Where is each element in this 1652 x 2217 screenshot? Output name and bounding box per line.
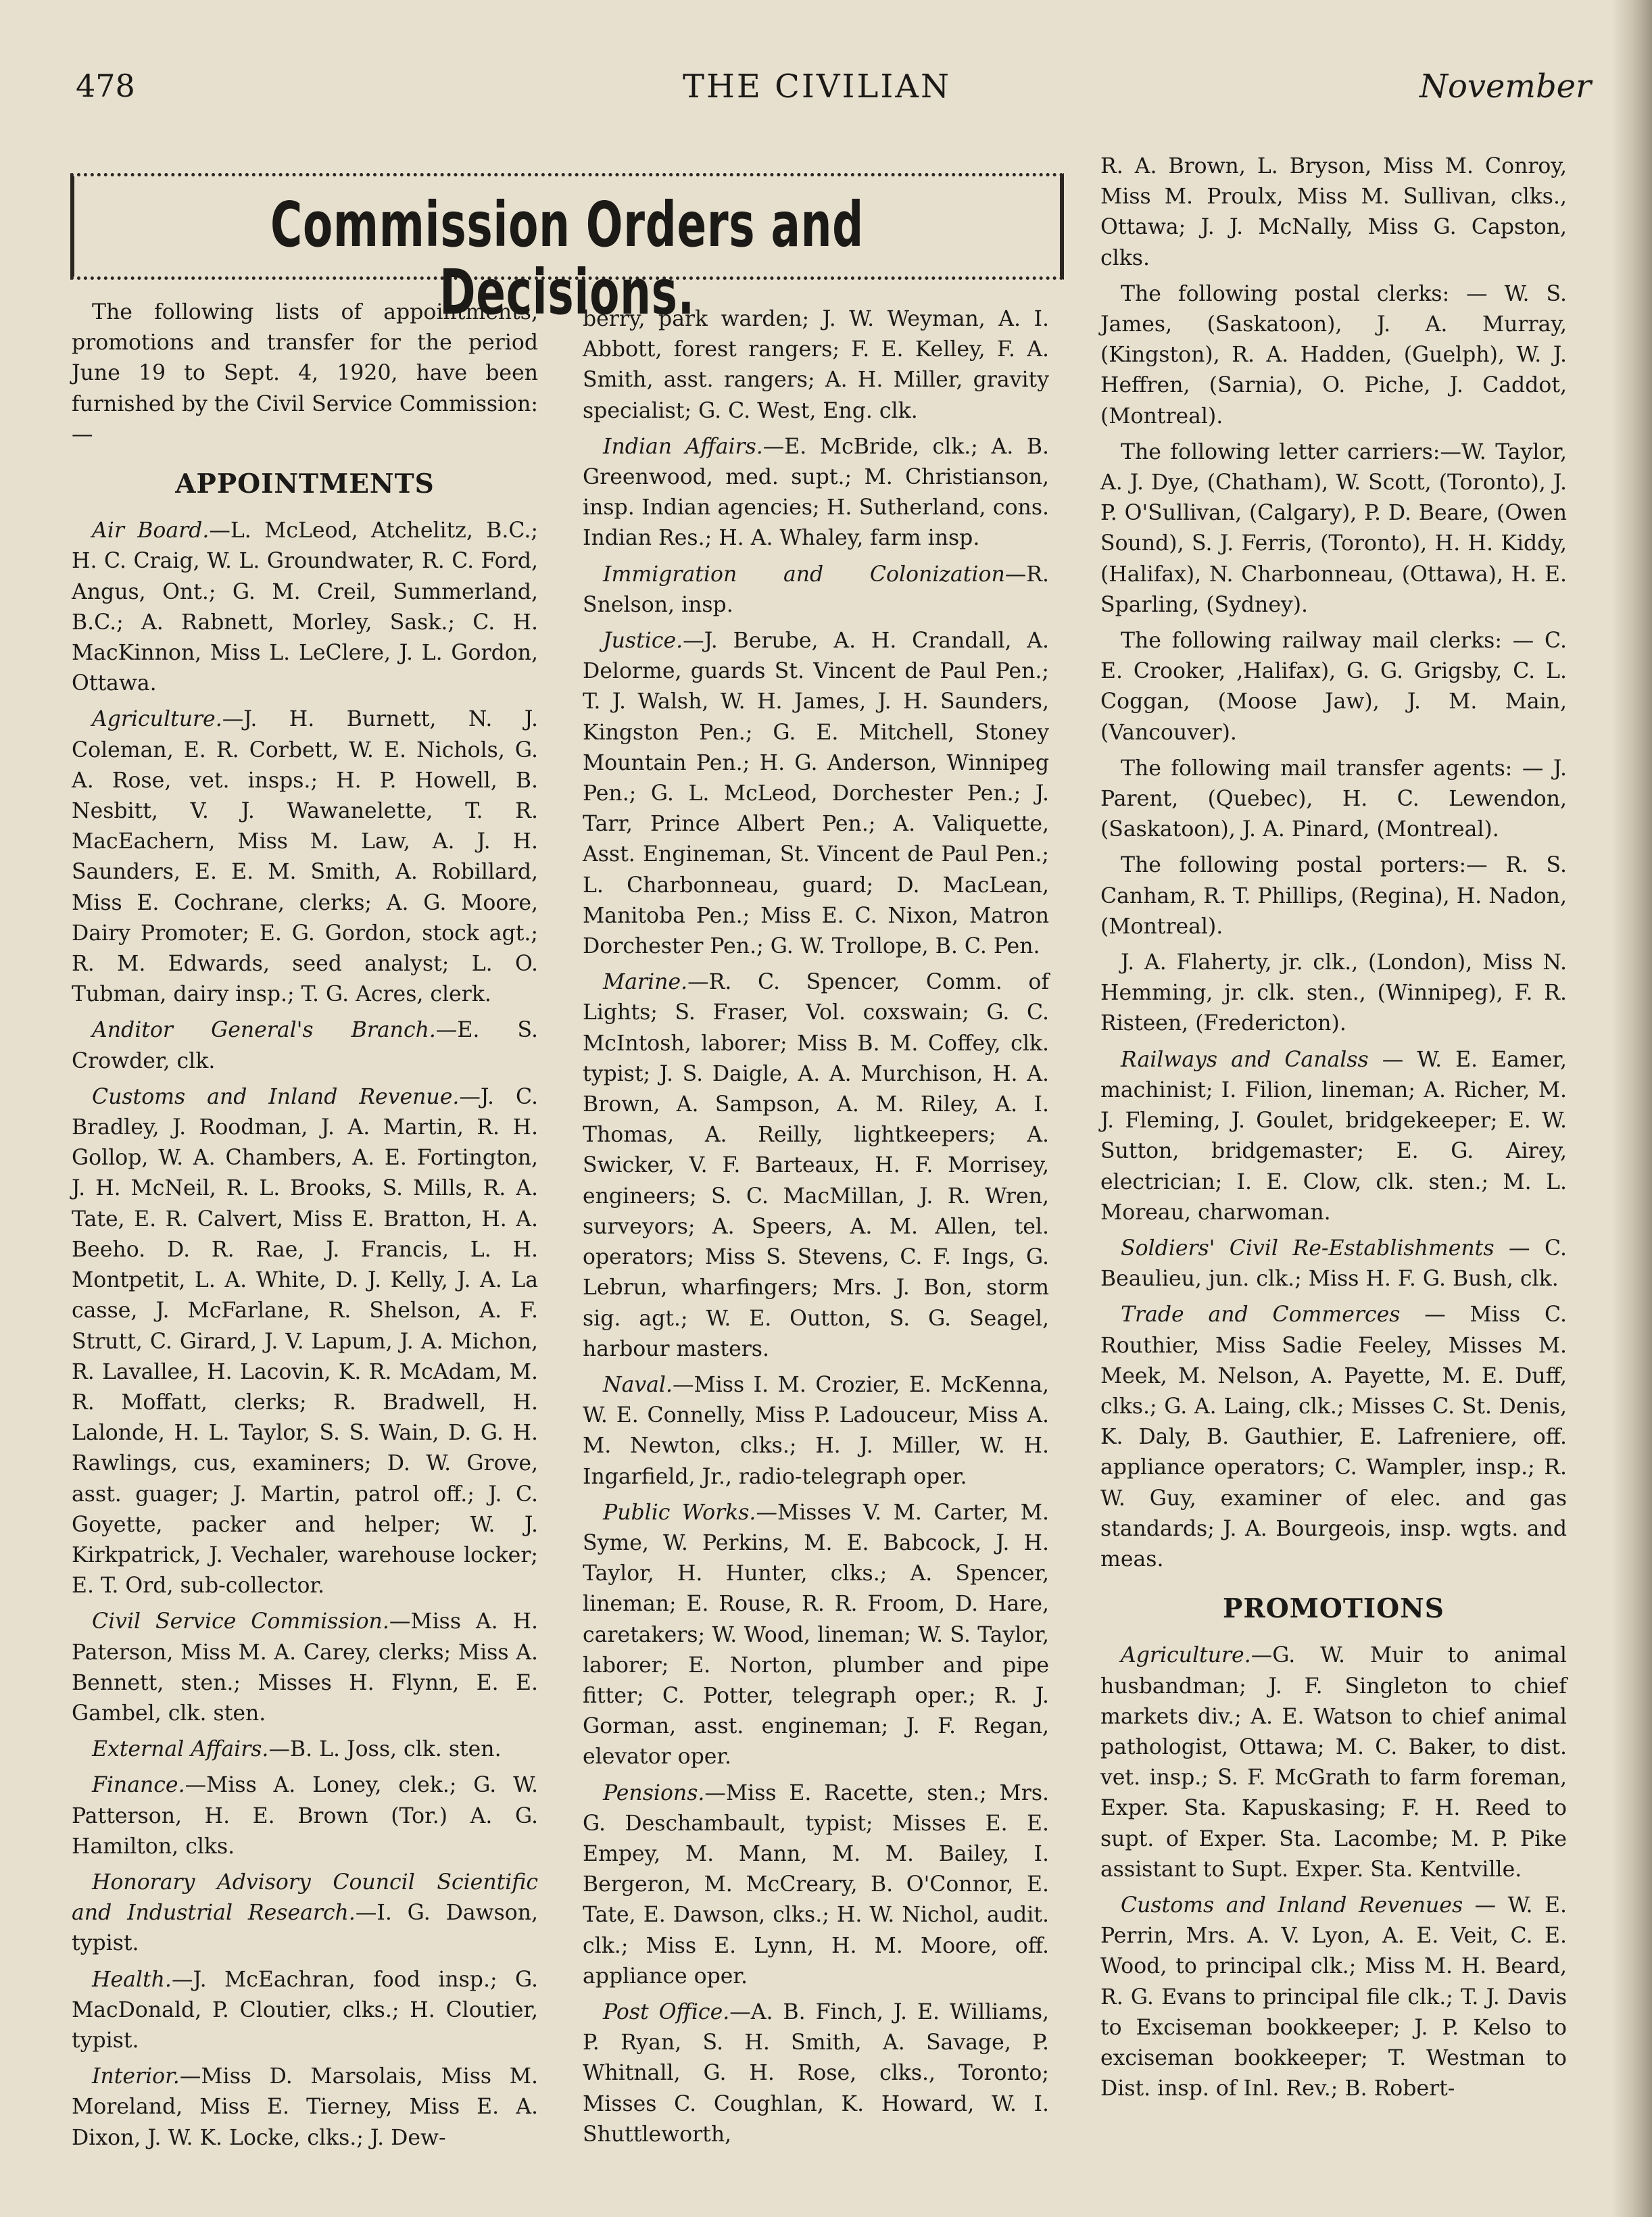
department-name: Health. bbox=[92, 1967, 172, 1992]
department-entry bbox=[72, 1082, 538, 1601]
column-3 bbox=[1100, 151, 1567, 2104]
department-name: Naval. bbox=[603, 1372, 673, 1397]
entry-text: —L. McLeod, Atchelitz, B.C.; H. C. Craig, W. L. Groundwater, R. C. Ford, Angus, Ont.; G. M. Creil, Summerland, B.C.; A. Rabnett, Morley, Sask.; C. H. MacKinnon, Miss L. LeClere, J. L. Gordon, Ottawa. bbox=[72, 518, 538, 696]
entry-text: —I. G. Dawson, typist. bbox=[72, 1901, 539, 1956]
entry-text: —J. H. Burnett, N. J. Coleman, E. R. Corbett, W. E. Nichols, G. A. Rose, vet. insps.; H. P. Howell, B. Nesbitt, V. J. Wawanelette, T. R. MacEachern, Miss M. Law, A. J. H. Saunders, E. E. M. Smith, A. Robillard, Miss E. Cochrane, clerks; A. G. Moore, Dairy Promoter; E. G. Gordon, stock agt.; R. M. Edwards, seed analyst; L. O. Tubman, dairy insp.; T. G. Acres, clerk. bbox=[72, 707, 538, 1007]
department-entry bbox=[1100, 1891, 1567, 2104]
entry-text: —J. McEachran, food insp.; G. MacDonald, P. Cloutier, clks.; H. Cloutier, typist. bbox=[72, 1967, 538, 2053]
department-name: Justice. bbox=[603, 629, 683, 654]
department-entry bbox=[72, 516, 538, 699]
paragraph bbox=[72, 297, 538, 450]
department-name: External Affairs. bbox=[92, 1737, 269, 1762]
entry-text: R. A. Brown, L. Bryson, Miss M. Conroy, Miss M. Proulx, Miss M. Sullivan, clks., Ottawa; J. J. McNally, Miss G. Capston, clks. bbox=[1100, 154, 1567, 270]
department-entry bbox=[583, 1997, 1049, 2150]
article-title: Commission Orders and Decisions. bbox=[270, 189, 864, 328]
department-entry bbox=[1100, 1640, 1567, 1885]
department-entry bbox=[583, 1370, 1049, 1492]
entry-text: —J. C. Bradley, J. Roodman, J. A. Martin, R. H. Gollop, W. A. Chambers, A. E. Fortington, J. H. McNeil, R. L. Brooks, S. Mills, R. A. Tate, E. R. Calvert, Miss E. Bratton, H. A. Beeho. D. R. Rae, J. Francis, L. H. Montpetit, L. A. White, D. J. Kelly, J. A. La casse, J. McFarlane, R. Shelson, A. F. Strutt, C. Girard, J. V. Lapum, J. A. Michon, R. Lavallee, H. Lacovin, K. R. McAdam, M. R. Moffatt, clerks; R. Bradwell, H. Lalonde, H. L. Taylor, S. S. Wain, D. G. H. Rawlings, cus, examiners; D. W. Grove, asst. guager; J. Martin, patrol off.; J. C. Goyette, packer and helper; W. J. Kirkpatrick, J. Vechaler, warehouse locker; E. T. Ord, sub-collector. bbox=[72, 1084, 538, 1599]
department-name: Customs and Inland Revenues bbox=[1121, 1893, 1463, 1918]
department-name: Customs and Inland Revenue. bbox=[92, 1084, 460, 1109]
department-entry bbox=[72, 1607, 538, 1729]
entry-text: — W. E. Eamer, machinist; I. Filion, lineman; A. Richer, M. J. Fleming, J. Goulet, bridgekeeper; E. W. Sutton, bridgemaster; E. G. Airey, electrician; I. E. Clow, clk. sten.; M. L. Moreau, charwoman. bbox=[1100, 1047, 1568, 1225]
entry-text: —G. W. Muir to animal husbandman; J. F. Singleton to chief markets div.; A. E. Watson to chief animal pathologist, Ottawa; M. C. Baker, to dist. vet. insp.; S. F. McGrath to farm foreman, Exper. Sta. Kapuskasing; F. H. Reed to supt. of Exper. Sta. Lacombe; M. P. Pike assistant to Supt. Exper. Sta. Kentville. bbox=[1100, 1643, 1567, 1882]
department-entry bbox=[72, 1965, 538, 2057]
entry-text: —Miss D. Marsolais, Miss M. Moreland, Miss E. Tierney, Miss E. A. Dixon, J. W. K. Locke, clks.; J. Dew- bbox=[72, 2064, 538, 2150]
department-name: Civil Service Commission. bbox=[92, 1609, 389, 1634]
entry-text: The following railway mail clerks: — C. E. Crooker, ,Halifax), G. G. Grigsby, C. L. Coggan, (Moose Jaw), J. M. Main, (Vancouver). bbox=[1100, 629, 1567, 745]
department-entry bbox=[72, 1770, 538, 1862]
article-title-box bbox=[70, 173, 1064, 328]
department-entry bbox=[583, 626, 1049, 962]
paragraph bbox=[1100, 626, 1567, 748]
department-entry bbox=[1100, 1300, 1567, 1575]
column-1 bbox=[72, 297, 538, 2153]
entry-text: — C. Beaulieu, jun. clk.; Miss H. F. G. Bush, clk. bbox=[1100, 1236, 1567, 1292]
department-entry bbox=[1100, 1234, 1567, 1294]
entry-text: —B. L. Joss, clk. sten. bbox=[268, 1737, 502, 1762]
entry-text: The following lists of appointments, promotions and transfer for the period June 19 to Sept. 4, 1920, have been furnished by the Civil Service Commission:— bbox=[72, 300, 538, 447]
journal-title: THE CIVILIAN bbox=[683, 68, 951, 105]
paragraph bbox=[1100, 850, 1567, 942]
department-name: Public Works. bbox=[603, 1500, 756, 1525]
entry-text: —Misses V. M. Carter, M. Syme, W. Perkins, M. E. Babcock, J. H. Taylor, H. Hunter, clks.; A. Spencer, lineman; E. Rouse, R. R. Froom, D. Hare, caretakers; W. Wood, lineman; W. S. Taylor, laborer; E. Norton, plumber and pipe fitter; C. Potter, telegraph oper.; R. J. Gorman, asst. engineman; J. F. Regan, elevator oper. bbox=[583, 1500, 1049, 1770]
entry-text: —J. Berube, A. H. Crandall, A. Delorme, guards St. Vincent de Paul Pen.; T. J. Walsh, W. H. James, J. H. Saunders, Kingston Pen.; G. E. Mitchell, Stoney Mountain Pen.; H. G. Anderson, Winnipeg Pen.; G. L. McLeod, Dorchester Pen.; J. Tarr, Prince Albert Pen.; A. Valiquette, Asst. Engineman, St. Vincent de Paul Pen.; L. Charbonneau, guard; D. MacLean, Manitoba Pen.; Miss E. C. Nixon, Matron Dorchester Pen.; G. W. Trollope, B. C. Pen. bbox=[583, 629, 1049, 959]
department-name: Finance. bbox=[92, 1773, 185, 1798]
page-number: 478 bbox=[76, 68, 135, 104]
paragraph bbox=[1100, 948, 1567, 1040]
entry-text: —Miss A. Loney, clek.; G. W. Patterson, H. E. Brown (Tor.) A. G. Hamilton, clks. bbox=[72, 1773, 538, 1859]
paragraph bbox=[1100, 437, 1567, 620]
entry-text: —A. B. Finch, J. E. Williams, P. Ryan, S. H. Smith, A. Savage, P. Whitnall, G. H. Rose, clks., Toronto; Misses C. Coughlan, K. Howard, W. I. Shuttleworth, bbox=[583, 1999, 1049, 2147]
department-name: Soldiers' Civil Re-Establishments bbox=[1121, 1236, 1495, 1261]
department-entry bbox=[583, 432, 1049, 554]
section-heading: PROMOTIONS bbox=[1223, 1593, 1444, 1625]
issue-month: November bbox=[1419, 68, 1592, 105]
entry-text: —E. S. Crowder, clk. bbox=[72, 1018, 538, 1073]
department-entry bbox=[583, 967, 1049, 1365]
entry-text: J. A. Flaherty, jr. clk., (London), Miss N. Hemming, jr. clk. sten., (Winnipeg), F. R. Risteen, (Fredericton). bbox=[1100, 950, 1567, 1036]
department-entry bbox=[1100, 1045, 1567, 1228]
department-entry bbox=[72, 1015, 538, 1076]
entry-text: —Miss A. H. Paterson, Miss M. A. Carey, clerks; Miss A. Bennett, sten.; Misses H. Flynn, E. E. Gambel, clk. sten. bbox=[72, 1609, 538, 1726]
department-name: Indian Affairs. bbox=[603, 434, 763, 459]
entry-text: —E. McBride, clk.; A. B. Greenwood, med. supt.; M. Christianson, insp. Indian agencies; H. Sutherland, cons. Indian Res.; H. A. Whaley, farm insp. bbox=[583, 434, 1049, 551]
department-entry bbox=[72, 1734, 538, 1765]
entry-text: —R. C. Spencer, Comm. of Lights; S. Fraser, Vol. coxswain; G. C. McIntosh, laborer; Miss B. M. Coffey, clk. typist; J. S. Daigle, A. A. Murchison, H. A. Brown, A. Sampson, A. M. Riley, A. I. Thomas, A. Reilly, lightkeepers; A. Swicker, V. F. Barteaux, H. F. Morrisey, engineers; S. C. MacMillan, J. R. Wren, surveyors; A. Speers, A. M. Allen, tel. operators; Miss S. Stevens, C. F. Ings, G. Lebrun, wharfingers; Mrs. J. Bon, storm sig. agt.; W. E. Outton, S. G. Seagel, harbour masters. bbox=[583, 970, 1049, 1361]
page-spine-shadow bbox=[1611, 0, 1652, 2217]
department-name: Immigration and Colonization bbox=[603, 562, 1005, 587]
department-entry bbox=[583, 1498, 1049, 1773]
entry-text: The following postal porters:— R. S. Canham, R. T. Phillips, (Regina), H. Nadon, (Montreal). bbox=[1100, 853, 1567, 939]
entry-text: — W. E. Perrin, Mrs. A. V. Lyon, A. E. Veit, C. E. Wood, to principal clk.; Miss M. H. Beard, R. G. Evans to principal file clk.; T. J. Davis to Exciseman bookkeeper; J. P. Kelso to exciseman bookkeeper; T. Westman to Dist. insp. of Inl. Rev.; B. Robert- bbox=[1100, 1893, 1567, 2101]
entry-text: berry, park warden; J. W. Weyman, A. I. Abbott, forest rangers; F. E. Kelley, F. A. Smith, asst. rangers; A. H. Miller, gravity specialist; G. C. West, Eng. clk. bbox=[583, 307, 1049, 423]
column-2 bbox=[583, 304, 1049, 2150]
department-entry bbox=[72, 1868, 538, 1959]
entry-text: The following letter carriers:—W. Taylor, A. J. Dye, (Chatham), W. Scott, (Toronto), J. P. O'Sullivan, (Calgary), P. D. Beare, (Owen Sound), S. J. Ferris, (Toronto), H. H. Kiddy, (Halifax), N. Charbonneau, (Ottawa), H. E. Sparling, (Sydney). bbox=[1100, 439, 1567, 617]
department-name: Honorary Advisory Council Scientific and Industrial Research. bbox=[72, 1870, 538, 1926]
department-name: Railways and Canalss bbox=[1121, 1047, 1369, 1072]
department-name: Post Office. bbox=[603, 1999, 730, 2024]
department-name: Air Board. bbox=[92, 518, 210, 543]
paragraph bbox=[583, 304, 1049, 427]
department-entry bbox=[72, 704, 538, 1010]
entry-text: —R. Snelson, insp. bbox=[583, 562, 1049, 617]
department-name: Marine. bbox=[603, 970, 688, 995]
paragraph bbox=[1100, 279, 1567, 432]
department-name: Pensions. bbox=[603, 1780, 705, 1805]
department-name: Interior. bbox=[92, 2064, 180, 2089]
entry-text: — Miss C. Routhier, Miss Sadie Feeley, Misses M. Meek, M. Nelson, A. Payette, M. E. Duff, clks.; G. A. Laing, clk.; Misses C. St. Denis, K. Daly, B. Gauthier, E. Lafreniere, off. appliance operators; C. Wampler, insp.; R. W. Guy, examiner of elec. and gas standards; J. A. Bourgeois, insp. wgts. and meas. bbox=[1100, 1302, 1567, 1572]
entry-text: —Miss I. M. Crozier, E. McKenna, W. E. Connelly, Miss P. Ladouceur, Miss A. M. Newton, clks.; H. J. Miller, W. H. Ingarfield, Jr., radio-telegraph oper. bbox=[583, 1372, 1049, 1489]
department-name: Agriculture. bbox=[1121, 1643, 1251, 1668]
section-heading: APPOINTMENTS bbox=[175, 468, 435, 500]
entry-text: The following postal clerks: — W. S. James, (Saskatoon), J. A. Murray, (Kingston), R. A. Hadden, (Guelph), W. J. Heffren, (Sarnia), O. Piche, J. Caddot, (Montreal). bbox=[1100, 281, 1567, 429]
entry-text: —Miss E. Racette, sten.; Mrs. G. Deschambault, typist; Misses E. E. Empey, M. Mann, M. M. Bailey, I. Bergeron, M. McCreary, B. O'Connor, E. Tate, E. Dawson, clks.; H. W. Nichol, audit. clk.; Miss E. Lynn, H. M. Moore, off. appliance oper. bbox=[583, 1780, 1049, 1989]
department-name: Agriculture. bbox=[92, 707, 222, 732]
department-entry bbox=[583, 560, 1049, 620]
paragraph bbox=[1100, 754, 1567, 846]
entry-text: The following mail transfer agents: — J. Parent, (Quebec), H. C. Lewendon, (Saskatoon), J. A. Pinard, (Montreal). bbox=[1100, 756, 1567, 842]
department-name: Trade and Commerces bbox=[1121, 1302, 1401, 1327]
department-name: Anditor General's Branch. bbox=[92, 1018, 436, 1043]
department-entry bbox=[72, 2062, 538, 2153]
paragraph bbox=[1100, 151, 1567, 274]
department-entry bbox=[583, 1778, 1049, 1992]
